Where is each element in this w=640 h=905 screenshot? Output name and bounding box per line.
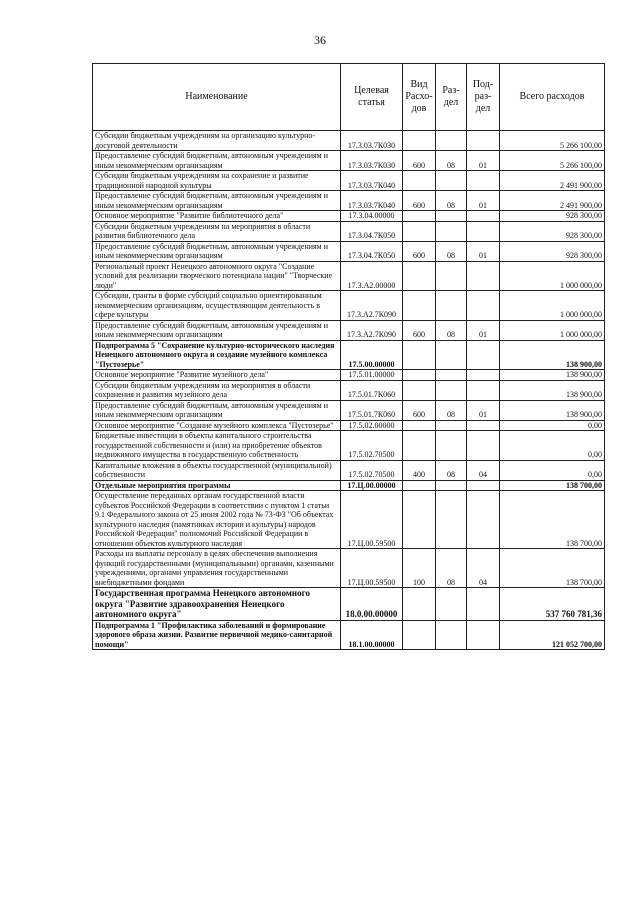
- row-subsection: [467, 261, 500, 291]
- header-total: Всего расходов: [500, 64, 605, 131]
- row-subsection: [467, 420, 500, 431]
- row-total: 138 900,00: [500, 370, 605, 381]
- row-target-code: 17.5.01.00000: [341, 370, 403, 381]
- row-expense-type: [403, 588, 436, 621]
- row-total: 138 900,00: [500, 400, 605, 420]
- row-section: [436, 370, 467, 381]
- row-name: Основное мероприятие "Развитие музейного дела": [93, 370, 341, 381]
- row-total: 1 000 000,00: [500, 261, 605, 291]
- row-section: [436, 420, 467, 431]
- table-row: [93, 171, 605, 191]
- row-section: [436, 340, 467, 370]
- row-target-code: 17.3.04.00000: [341, 211, 403, 222]
- row-section: [436, 211, 467, 222]
- row-total: 537 760 781,36: [500, 588, 605, 621]
- row-expense-type: 100: [403, 549, 436, 588]
- row-expense-type: 400: [403, 460, 436, 480]
- row-total: 1 000 000,00: [500, 291, 605, 321]
- table-row: [93, 320, 605, 340]
- row-name: Основное мероприятие "Развитие библиотечного дела": [93, 211, 341, 222]
- row-total: 138 900,00: [500, 380, 605, 400]
- row-name: Предоставление субсидий бюджетным, автономным учреждениям и иным некоммерческим организациям: [93, 241, 341, 261]
- row-target-code: 18.0.00.00000: [341, 588, 403, 621]
- header-subsection: Под-раз-дел: [467, 64, 500, 131]
- row-total: 5 266 100,00: [500, 131, 605, 151]
- table-row: [93, 131, 605, 151]
- row-expense-type: [403, 211, 436, 222]
- row-name: Субсидии бюджетным учреждениям на организацию культурно-досуговой деятельности: [93, 131, 341, 151]
- row-expense-type: [403, 620, 436, 650]
- header-name: Наименование: [93, 64, 341, 131]
- table-row: [93, 549, 605, 588]
- table-row: [93, 588, 605, 621]
- row-expense-type: 600: [403, 191, 436, 211]
- row-section: 08: [436, 151, 467, 171]
- row-section: [436, 431, 467, 461]
- row-section: 08: [436, 320, 467, 340]
- page-number: 36: [314, 33, 326, 47]
- row-section: [436, 171, 467, 191]
- table-row: [93, 400, 605, 420]
- row-subsection: [467, 370, 500, 381]
- row-name: Субсидии бюджетным учреждениям на мероприятия в области развития библиотечного дела: [93, 221, 341, 241]
- row-section: 08: [436, 241, 467, 261]
- row-subsection: [467, 491, 500, 549]
- row-total: 2 491 900,00: [500, 171, 605, 191]
- row-name: Расходы на выплаты персоналу в целях обеспечения выполнения функций государственными (муниципальными) органами, казенными учреждениями, органами управления государственными внебюджетными фондами: [93, 549, 341, 588]
- row-target-code: 18.1.00.00000: [341, 620, 403, 650]
- row-name: Подпрограмма 5 "Сохранение культурно-исторического наследия Ненецкого автономного округа и создание музейного комплекса "Пустозерье": [93, 340, 341, 370]
- row-target-code: 17.3.А2.7К090: [341, 320, 403, 340]
- table-row: [93, 380, 605, 400]
- table-row: [93, 221, 605, 241]
- header-type: Вид Расхо-дов: [403, 64, 436, 131]
- table-row: [93, 241, 605, 261]
- row-name: Капитальные вложения в объекты государственной (муниципальной) собственности: [93, 460, 341, 480]
- table-row: [93, 480, 605, 491]
- row-expense-type: [403, 420, 436, 431]
- row-total: 928 300,00: [500, 241, 605, 261]
- row-section: 08: [436, 400, 467, 420]
- row-expense-type: [403, 340, 436, 370]
- row-subsection: 01: [467, 151, 500, 171]
- row-name: Осуществление переданных органам государственной власти субъектов Российской Федерации в соответствии с пунктом 1 статьи 9.1 Федерального закона от 25 июня 2002 года № 73-ФЗ "Об объектах культурного наследия (памятниках истории и культуры) народов Российской Федерации" полномочий Российской Федерации в отношении объектов культурного наследия: [93, 491, 341, 549]
- row-target-code: 17.5.00.00000: [341, 340, 403, 370]
- table-row: [93, 211, 605, 222]
- row-total: 121 052 700,00: [500, 620, 605, 650]
- table-row: [93, 340, 605, 370]
- table-row: [93, 151, 605, 171]
- table-row: [93, 431, 605, 461]
- row-target-code: 17.Ц.00.00000: [341, 480, 403, 491]
- row-section: [436, 291, 467, 321]
- row-name: Предоставление субсидий бюджетным, автономным учреждениям и иным некоммерческим организациям: [93, 400, 341, 420]
- row-subsection: [467, 291, 500, 321]
- table-row: [93, 370, 605, 381]
- row-subsection: 04: [467, 549, 500, 588]
- row-subsection: 01: [467, 241, 500, 261]
- row-expense-type: [403, 221, 436, 241]
- row-subsection: 01: [467, 400, 500, 420]
- row-total: 928 300,00: [500, 211, 605, 222]
- row-section: [436, 491, 467, 549]
- row-name: Государственная программа Ненецкого автономного округа "Развитие здравоохранения Ненецкого автономного округа": [93, 588, 341, 621]
- row-subsection: [467, 131, 500, 151]
- row-expense-type: [403, 431, 436, 461]
- row-expense-type: 600: [403, 320, 436, 340]
- row-target-code: 17.3.А2.00000: [341, 261, 403, 291]
- row-name: Отдельные мероприятия программы: [93, 480, 341, 491]
- row-subsection: [467, 221, 500, 241]
- row-expense-type: [403, 171, 436, 191]
- row-total: 2 491 900,00: [500, 191, 605, 211]
- table-row: [93, 191, 605, 211]
- row-subsection: [467, 340, 500, 370]
- row-total: 0,00: [500, 420, 605, 431]
- row-expense-type: 600: [403, 241, 436, 261]
- table-row: [93, 491, 605, 549]
- row-expense-type: [403, 491, 436, 549]
- row-expense-type: [403, 370, 436, 381]
- table-row: [93, 291, 605, 321]
- row-section: [436, 261, 467, 291]
- row-name: Основное мероприятие "Создание музейного комплекса "Пустозерье": [93, 420, 341, 431]
- row-section: 08: [436, 549, 467, 588]
- row-expense-type: [403, 480, 436, 491]
- row-total: 0,00: [500, 460, 605, 480]
- row-expense-type: 600: [403, 400, 436, 420]
- row-target-code: 17.3.А2.7К090: [341, 291, 403, 321]
- row-section: [436, 131, 467, 151]
- row-name: Подпрограмма 1 "Профилактика заболеваний и формирование здорового образа жизни. Развитие первичной медико-санитарной помощи": [93, 620, 341, 650]
- row-target-code: 17.5.02.70500: [341, 431, 403, 461]
- row-name: Бюджетные инвестиции в объекты капитального строительства государственной собственности и (или) на приобретение объектов недвижимого имущества в государственную собственность: [93, 431, 341, 461]
- row-section: [436, 588, 467, 621]
- row-total: 138 700,00: [500, 491, 605, 549]
- budget-table: [92, 63, 605, 650]
- row-section: [436, 620, 467, 650]
- row-section: [436, 221, 467, 241]
- row-name: Субсидии, гранты в форме субсидий социально ориентированным некоммерческим организациям, осуществляющим деятельность в сфере культуры: [93, 291, 341, 321]
- row-name: Субсидии бюджетным учреждениям на сохранение и развитие традиционной народной культуры: [93, 171, 341, 191]
- table-row: [93, 620, 605, 650]
- row-target-code: 17.Ц.00.59500: [341, 549, 403, 588]
- row-target-code: 17.3.03.7К040: [341, 191, 403, 211]
- row-subsection: [467, 588, 500, 621]
- row-target-code: 17.5.02.70500: [341, 460, 403, 480]
- row-expense-type: [403, 380, 436, 400]
- row-expense-type: [403, 131, 436, 151]
- row-total: 138 700,00: [500, 549, 605, 588]
- row-subsection: [467, 380, 500, 400]
- row-target-code: 17.3.04.7К050: [341, 241, 403, 261]
- row-subsection: 01: [467, 191, 500, 211]
- row-subsection: [467, 171, 500, 191]
- row-name: Предоставление субсидий бюджетным, автономным учреждениям и иным некоммерческим организациям: [93, 151, 341, 171]
- row-name: Предоставление субсидий бюджетным, автономным учреждениям и иным некоммерческим организациям: [93, 320, 341, 340]
- row-subsection: 01: [467, 320, 500, 340]
- row-target-code: 17.Ц.00.59500: [341, 491, 403, 549]
- row-target-code: 17.3.03.7К030: [341, 131, 403, 151]
- row-section: 08: [436, 191, 467, 211]
- row-name: Субсидии бюджетным учреждениям на мероприятия в области сохранения и развития музейного дела: [93, 380, 341, 400]
- row-total: 0,00: [500, 431, 605, 461]
- row-section: 08: [436, 460, 467, 480]
- row-target-code: 17.3.03.7К030: [341, 151, 403, 171]
- row-section: [436, 380, 467, 400]
- table-row: [93, 420, 605, 431]
- row-total: 138 700,00: [500, 480, 605, 491]
- row-name: Региональный проект Ненецкого автономного округа "Создание условий для реализации творческого потенциала нации" "Творческие люди": [93, 261, 341, 291]
- row-total: 1 000 000,00: [500, 320, 605, 340]
- header-target: Целевая статья: [341, 64, 403, 131]
- row-expense-type: [403, 261, 436, 291]
- row-subsection: [467, 620, 500, 650]
- row-subsection: [467, 480, 500, 491]
- row-section: [436, 480, 467, 491]
- row-target-code: 17.5.02.00000: [341, 420, 403, 431]
- row-subsection: [467, 431, 500, 461]
- table-header-row: [93, 64, 605, 131]
- row-expense-type: 600: [403, 151, 436, 171]
- row-total: 5 266 100,00: [500, 151, 605, 171]
- row-total: 138 900,00: [500, 340, 605, 370]
- row-target-code: 17.5.01.7К060: [341, 400, 403, 420]
- table-row: [93, 460, 605, 480]
- row-target-code: 17.5.01.7К060: [341, 380, 403, 400]
- row-subsection: [467, 211, 500, 222]
- row-expense-type: [403, 291, 436, 321]
- row-subsection: 04: [467, 460, 500, 480]
- row-target-code: 17.3.03.7К040: [341, 171, 403, 191]
- header-section: Раз-дел: [436, 64, 467, 131]
- row-name: Предоставление субсидий бюджетным, автономным учреждениям и иным некоммерческим организациям: [93, 191, 341, 211]
- table-row: [93, 261, 605, 291]
- row-target-code: 17.3.04.7К050: [341, 221, 403, 241]
- row-total: 928 300,00: [500, 221, 605, 241]
